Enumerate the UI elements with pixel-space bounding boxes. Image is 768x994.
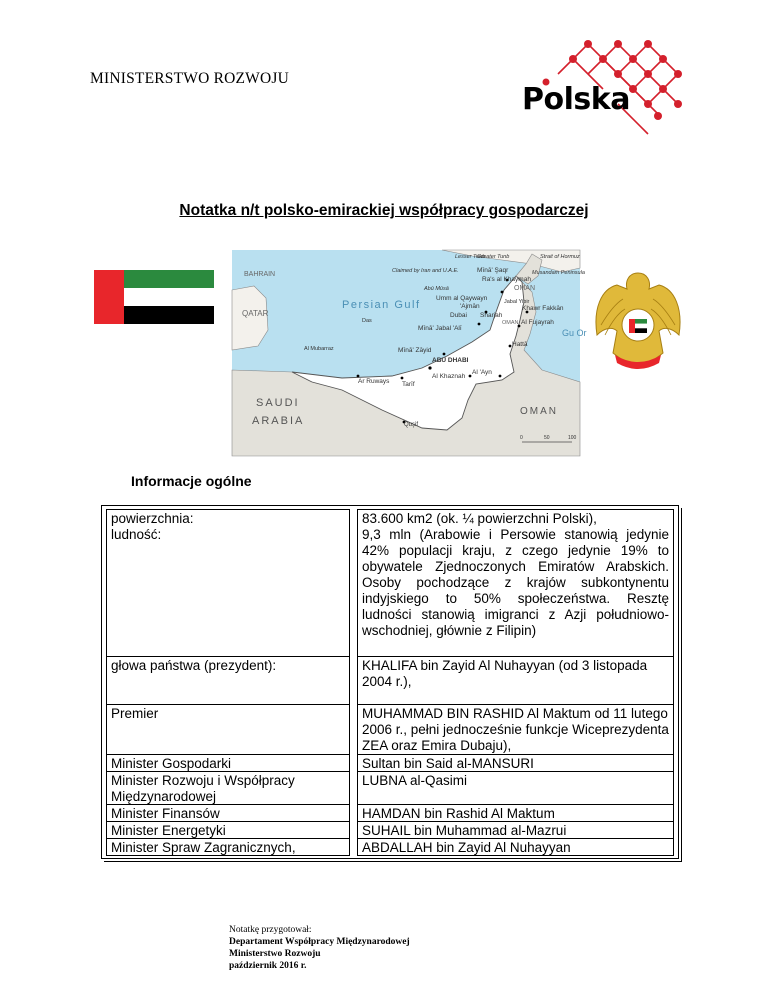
table-cell-development-minister-label: Minister Rozwoju i Współpracy Międzynarodowej — [106, 771, 350, 805]
svg-text:Mīnā' Şaqr: Mīnā' Şaqr — [477, 267, 509, 274]
svg-text:Das: Das — [362, 318, 372, 324]
svg-text:Al Khaznah: Al Khaznah — [432, 373, 466, 380]
svg-text:Tarīf: Tarīf — [402, 381, 415, 388]
svg-text:Claimed by Iran and U.A.E.: Claimed by Iran and U.A.E. — [392, 268, 459, 274]
svg-text:Strait of Hormuz: Strait of Hormuz — [540, 254, 580, 260]
svg-text:Al Fujayrah: Al Fujayrah — [521, 319, 554, 326]
svg-text:100: 100 — [568, 435, 577, 441]
table-cell-premier-value: MUHAMMAD BIN RASHID Al Maktum od 11 lutego 2006 r., pełni jednocześnie funkcje Wiceprezydenta ZEA oraz Emira Dubaju), — [357, 704, 674, 755]
svg-text:Lesser Tunb: Lesser Tunb — [455, 254, 486, 260]
svg-text:Umm al Qaywayn: Umm al Qaywayn — [436, 295, 488, 302]
table-cell-premier-label: Premier — [106, 704, 350, 755]
table-cell-head-of-state-label: głowa państwa (prezydent): — [106, 656, 350, 705]
table-cell-foreign-minister-label: Minister Spraw Zagranicznych, — [106, 838, 350, 856]
svg-text:Abū Mūsā: Abū Mūsā — [424, 286, 449, 292]
svg-text:Ar Ruways: Ar Ruways — [358, 378, 390, 385]
table-cell-economy-minister-label: Minister Gospodarki — [106, 754, 350, 772]
document-title: Notatka n/t polsko-emirackiej współpracy gospodarczej — [179, 202, 589, 219]
svg-text:OMAN: OMAN — [514, 285, 535, 292]
svg-text:Persian Gulf: Persian Gulf — [342, 299, 421, 311]
svg-text:OMAN: OMAN — [502, 320, 519, 326]
polska-logo — [518, 34, 683, 134]
table-cell-energy-minister-label: Minister Energetyki — [106, 821, 350, 839]
section-title: Informacje ogólne — [131, 473, 252, 489]
svg-text:Musandam Peninsula: Musandam Peninsula — [532, 270, 585, 276]
svg-text:Dubai: Dubai — [450, 312, 467, 319]
table-cell-finance-minister-value: HAMDAN bin Rashid Al Maktum — [357, 804, 674, 822]
footer-date: październik 2016 r. — [229, 961, 307, 971]
svg-text:Quşif: Quşif — [404, 422, 419, 428]
svg-text:SAUDI: SAUDI — [256, 397, 300, 409]
svg-text:Jabal Yibir: Jabal Yibir — [504, 299, 530, 305]
svg-text:'Ajmān: 'Ajmān — [460, 303, 480, 310]
uae-emblem — [593, 265, 683, 375]
svg-text:Khawr Fakkān: Khawr Fakkān — [522, 305, 564, 312]
svg-text:Mīnā' Zāyid: Mīnā' Zāyid — [398, 347, 432, 354]
footer-department: Departament Współpracy Międzynarodowej — [229, 937, 410, 947]
logo-text: Polska — [522, 82, 630, 117]
svg-text:BAHRAIN: BAHRAIN — [244, 271, 276, 278]
svg-text:Mīnā' Jabal 'Alī: Mīnā' Jabal 'Alī — [418, 325, 462, 332]
table-cell-energy-minister-value: SUHAIL bin Muhammad al-Mazrui — [357, 821, 674, 839]
table-cell-economy-minister-value: Sultan bin Said al-MANSURI — [357, 754, 674, 772]
ministry-header: MINISTERSTWO ROZWOJU — [90, 70, 290, 87]
svg-text:OMAN: OMAN — [520, 406, 558, 417]
svg-text:Hattā: Hattā — [512, 341, 528, 348]
footer-ministry: Ministerstwo Rozwoju — [229, 949, 321, 959]
table-cell-development-minister-value: LUBNA al-Qasimi — [357, 771, 674, 805]
table-cell-head-of-state-value: KHALIFA bin Zayid Al Nuhayyan (od 3 listopada 2004 r.), — [357, 656, 674, 705]
uae-map — [232, 250, 587, 456]
info-table — [101, 505, 679, 859]
table-cell-area-population-label: powierzchnia: ludność: — [106, 509, 350, 657]
svg-text:QATAR: QATAR — [242, 309, 269, 318]
table-cell-finance-minister-label: Minister Finansów — [106, 804, 350, 822]
svg-text:50: 50 — [544, 435, 550, 441]
svg-text:Al 'Ayn: Al 'Ayn — [472, 369, 492, 376]
table-cell-area-population-value: 83.600 km2 (ok. ¼ powierzchni Polski), 9,3 mln (Arabowie i Persowie stanowią jedynie 42% populacji kraju, z czego jedynie 19% to obywatele Zjednoczonych Emiratów Arabskich. Osoby pochodzące z krajów subkontynentu indyjskiego to 50% społeczeństwa. Resztę ludności stanowią imigranci z Azji południowo-wschodniej, głównie z Filipin) — [357, 509, 674, 657]
svg-text:ABU DHABI: ABU DHABI — [432, 357, 469, 364]
svg-text:Al Mubarraz: Al Mubarraz — [304, 346, 334, 352]
svg-text:Greater Tunb: Greater Tunb — [477, 254, 510, 260]
svg-text:Ra's al Khaymah: Ra's al Khaymah — [482, 276, 531, 283]
footer — [229, 924, 410, 972]
svg-text:Sharjah: Sharjah — [480, 312, 503, 319]
uae-flag — [94, 270, 214, 324]
svg-text:ARABIA: ARABIA — [252, 415, 305, 427]
svg-text:0: 0 — [520, 435, 523, 441]
table-cell-foreign-minister-value: ABDALLAH bin Zayid Al Nuhayyan — [357, 838, 674, 856]
footer-prepared-by: Notatkę przygotował: — [229, 925, 312, 935]
svg-text:Gu Or: Gu Or — [562, 328, 587, 338]
